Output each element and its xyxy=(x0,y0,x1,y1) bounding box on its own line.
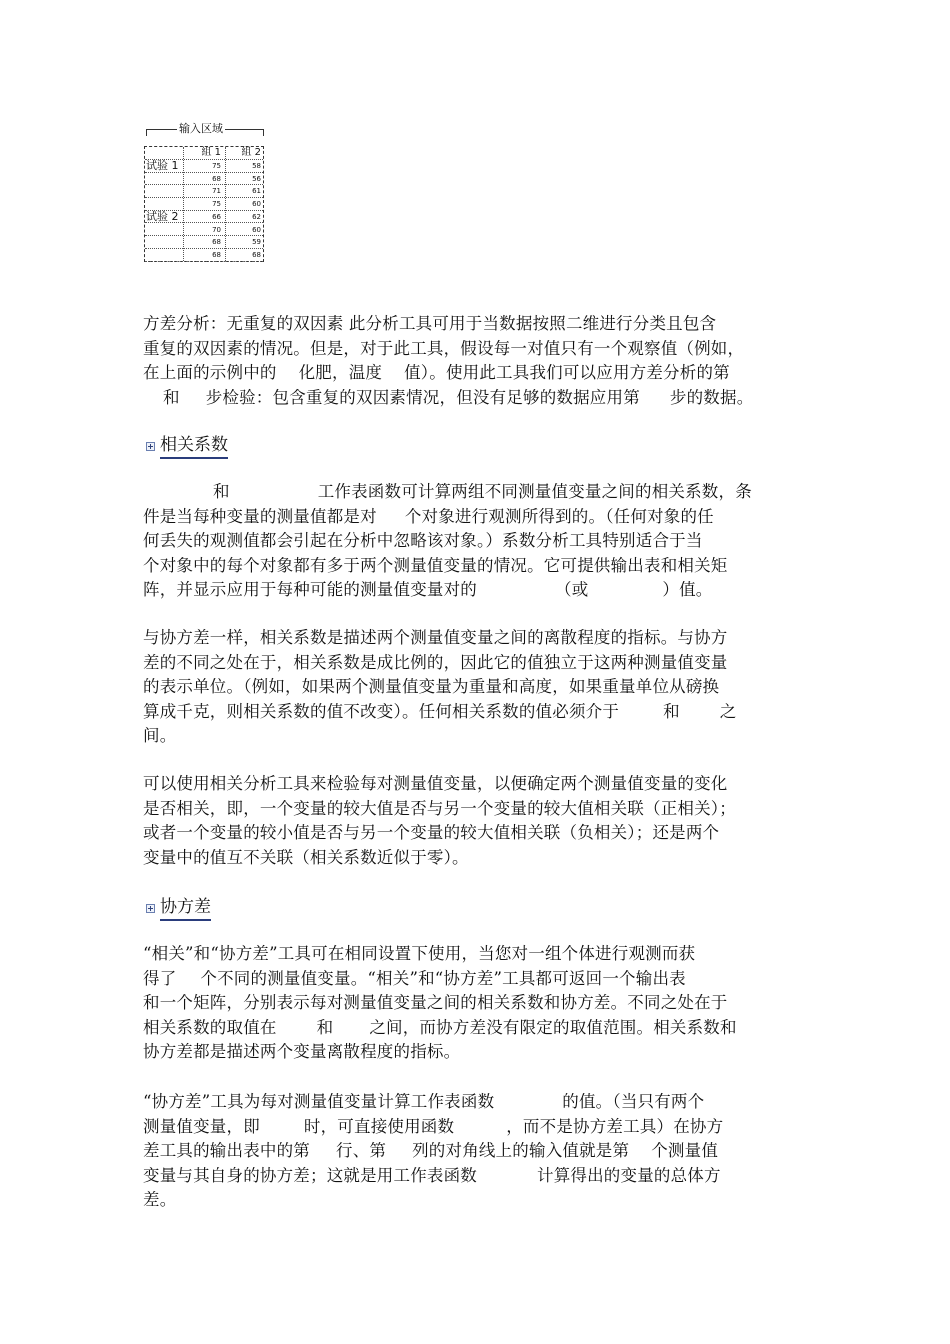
heading-link[interactable]: 相关系数 xyxy=(160,434,228,459)
table-cell: 61 xyxy=(252,187,261,196)
table-cell: 60 xyxy=(252,200,261,209)
text-line: 协方差都是描述两个变量离散程度的指标。 xyxy=(143,1042,461,1062)
table-cell: 75 xyxy=(212,200,221,209)
table-row xyxy=(145,173,263,186)
text-line: 和一个矩阵，分别表示每对测量值变量之间的相关系数和协方差。不同之处在于 xyxy=(143,993,728,1013)
table-cell: 58 xyxy=(252,162,261,170)
input-region-figure xyxy=(143,122,265,264)
text-line: 方差分析：无重复的双因素 此分析工具可用于当数据按照二维进行分类且包含 xyxy=(143,314,717,333)
table-header-cell: 組 2 xyxy=(241,147,261,158)
paragraph-correlation-functions xyxy=(143,480,808,603)
text-line: 和 工作表函数可计算两组不同测量值变量之间的相关系数，条 xyxy=(213,482,752,501)
expand-icon[interactable] xyxy=(146,904,155,913)
text-line: “协方差”工具为每对测量值变量计算工作表函数 的值。（当只有两个 xyxy=(143,1092,705,1111)
table-cell: 70 xyxy=(212,225,221,234)
section-heading-correlation[interactable] xyxy=(146,434,228,459)
table-cell: 71 xyxy=(212,187,221,196)
paragraph-correlation-scale xyxy=(143,626,808,749)
text-line: 算成千克，则相关系数的值不改变）。任何相关系数的值必须介于 和 之 xyxy=(143,701,737,721)
text-line: 与协方差一样，相关系数是描述两个测量值变量之间的离散程度的指标。与协方 xyxy=(143,628,728,647)
table-cell: 66 xyxy=(212,212,221,221)
text-line: “相关”和“协方差”工具可在相同设置下使用，当您对一组个体进行观测而获 xyxy=(143,944,696,963)
text-line: 在上面的示例中的 化肥，温度 值）。使用此工具我们可以应用方差分析的第 xyxy=(143,363,730,383)
paragraph-anova xyxy=(143,312,808,410)
text-line: 阵，并显示应用于每种可能的测量值变量对的 （或 ）值。 xyxy=(143,580,713,600)
paragraph-correlation-usage xyxy=(143,772,808,870)
table-row xyxy=(145,236,263,249)
text-line: 间。 xyxy=(143,726,177,746)
text-line: 个对象中的每个对象都有多于两个测量值变量的情况。它可提供输出表和相关矩 xyxy=(143,555,728,575)
table-row-label: 试验 2 xyxy=(146,209,179,223)
table-cell: 68 xyxy=(252,250,261,259)
text-line: 差。 xyxy=(143,1190,177,1210)
table-row xyxy=(145,249,263,262)
paragraph-covariance-tool xyxy=(143,1090,808,1213)
text-line: 重复的双因素的情况。但是，对于此工具，假设每一对值只有一个观察值（例如， xyxy=(143,338,745,358)
table-cell: 59 xyxy=(252,238,261,247)
text-line: 变量中的值互不关联（相关系数近似于零）。 xyxy=(143,847,469,867)
table-cell: 75 xyxy=(212,162,221,170)
text-line: 何丢失的观测值都会引起在分析中忽略该对象。）系数分析工具特别适合于当 xyxy=(143,531,703,551)
table-row xyxy=(145,185,263,198)
table-header-cell: 組 1 xyxy=(201,147,221,158)
text-line: 变量与其自身的协方差；这就是用工作表函数 计算得出的变量的总体方 xyxy=(143,1165,721,1185)
table-cell: 68 xyxy=(212,238,221,247)
table-row xyxy=(145,224,263,237)
text-line: 是否相关，即，一个变量的较大值是否与另一个变量的较大值相关联（正相关）； xyxy=(143,798,736,818)
input-region-table xyxy=(144,146,264,262)
paragraph-covariance-intro xyxy=(143,942,808,1065)
section-heading-covariance[interactable] xyxy=(146,896,211,921)
text-line: 差的不同之处在于，相关系数是成比例的，因此它的值独立于这两种测量值变量 xyxy=(143,652,728,672)
table-cell: 60 xyxy=(252,225,261,234)
figure-title: 输入区域 xyxy=(179,122,223,135)
table-cell: 56 xyxy=(252,174,261,183)
table-cell: 68 xyxy=(212,250,221,259)
table-row-label: 试验 1 xyxy=(146,159,179,172)
text-line: 和 步检验：包含重复的双因素情况，但没有足够的数据应用第 步的数据。 xyxy=(163,387,754,407)
heading-link[interactable]: 协方差 xyxy=(160,896,211,921)
text-line: 或者一个变量的较小值是否与另一个变量的较大值相关联（负相关）；还是两个 xyxy=(143,823,720,843)
text-line: 件是当每种变量的测量值都是对 个对象进行观测所得到的。（任何对象的任 xyxy=(143,506,714,526)
table-row xyxy=(145,198,263,211)
text-line: 的表示单位。（例如，如果两个测量值变量为重量和高度，如果重量单位从磅换 xyxy=(143,677,720,697)
expand-icon[interactable] xyxy=(146,442,155,451)
text-line: 差工具的输出表中的第 行、第 列的对角线上的输入值就是第 个测量值 xyxy=(143,1141,719,1161)
table-cell: 68 xyxy=(212,174,221,183)
text-line: 相关系数的取值在 和 之间，而协方差没有限定的取值范围。相关系数和 xyxy=(143,1017,737,1037)
text-line: 测量值变量，即 时，可直接使用函数 ，而不是协方差工具）在协方 xyxy=(143,1116,724,1136)
table-cell: 62 xyxy=(252,212,261,221)
text-line: 可以使用相关分析工具来检验每对测量值变量，以便确定两个测量值变量的变化 xyxy=(143,774,728,793)
text-line: 得了 个不同的测量值变量。“相关”和“协方差”工具都可返回一个输出表 xyxy=(143,968,686,988)
